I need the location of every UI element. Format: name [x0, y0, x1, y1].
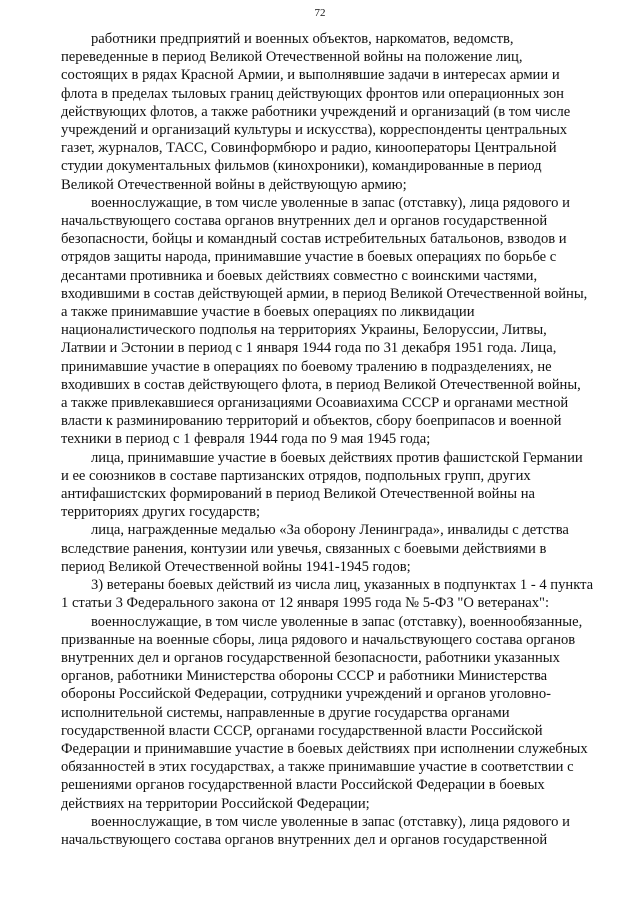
text-line: учреждений и организаций культуры и искусства), корреспонденты центральных — [61, 122, 568, 139]
text-line: органов, работники Министерства обороны СССР и работники Министерства — [61, 668, 548, 685]
text-line: состоящих в рядах Красной Армии, и выполнявшие задачи в интересах армии и — [61, 67, 560, 84]
text-line: а также принимавшие участие в боевых операциях по ликвидации — [61, 304, 475, 321]
text-line: 3) ветераны боевых действий из числа лиц, указанных в подпунктах 1 - 4 пункта — [91, 577, 594, 594]
text-line: действиях на территории Российской Федерации; — [61, 795, 370, 812]
paragraph — [61, 576, 611, 612]
text-line: отрядов защиты народа, принимавшие участие в боевых операциях по борьбе с — [61, 249, 557, 266]
text-line: государственной власти СССР, органами государственной власти Российской — [61, 722, 543, 739]
text-line: принимавшие участие в операциях по боевому тралению в подразделениях, не — [61, 358, 552, 375]
text-line: территориях других государств; — [61, 504, 261, 521]
text-line: Федерации и принимавшие участие в боевых действиях при исполнении служебных — [61, 740, 588, 757]
text-line: власти к разминированию территорий и объектов, сбору боеприпасов и военной — [61, 413, 562, 430]
text-line: призванные на военные сборы, лица рядового и начальствующего состава органов — [61, 631, 576, 648]
text-line: начальствующего состава органов внутренних дел и органов государственной — [61, 213, 548, 230]
text-line: военнослужащие, в том числе уволенные в запас (отставку), лица рядового и — [91, 813, 570, 830]
paragraph — [61, 30, 611, 194]
text-line: исполнительной системы, направленные в другие государства органами — [61, 704, 510, 721]
text-line: флота в пределах тыловых границ действующих фронтов или операционных зон — [61, 85, 564, 102]
paragraph — [61, 613, 611, 813]
text-line: десантами противника и боевых действиях совместно с воинскими частями, — [61, 267, 538, 284]
text-line: входивших в состав действующего флота, в период Великой Отечественной войны, — [61, 376, 581, 393]
text-line: обороны Российской Федерации, сотрудники учреждений и органов уголовно- — [61, 686, 551, 703]
text-line: переведенные в период Великой Отечественной войны на положение лиц, — [61, 49, 523, 66]
text-line: работники предприятий и военных объектов, наркоматов, ведомств, — [91, 31, 514, 47]
text-line: лица, принимавшие участие в боевых действиях против фашистской Германии — [91, 449, 583, 466]
text-line: период Великой Отечественной войны 1941-1945 годов; — [61, 558, 411, 575]
text-line: газет, журналов, ТАСС, Совинформбюро и радио, кинооператоры Центральной — [61, 140, 557, 157]
text-line: студии документальных фильмов (кинохроники), командированные в период — [61, 158, 542, 175]
text-line: входившими в состав действующей армии, в период Великой Отечественной войны, — [61, 285, 588, 302]
text-line: антифашистских формирований в период Великой Отечественной войны на — [61, 486, 535, 503]
text-line: решениями органов государственной власти Российской Федерации в боевых — [61, 777, 545, 794]
text-line: безопасности, бойцы и командный состав истребительных батальонов, взводов и — [61, 231, 567, 248]
text-line: начальствующего состава органов внутренних дел и органов государственной — [61, 831, 548, 848]
text-line: националистического подполья на территориях Украины, Белоруссии, Литвы, — [61, 322, 547, 339]
text-line: Великой Отечественной войны в действующую армию; — [61, 176, 407, 193]
paragraph — [61, 449, 611, 522]
text-line: техники в период с 1 февраля 1944 года по 9 мая 1945 года; — [61, 431, 431, 448]
text-line: внутренних дел и органов государственной безопасности, работники указанных — [61, 649, 560, 666]
text-line: военнослужащие, в том числе уволенные в запас (отставку), военнообязанные, — [91, 613, 583, 630]
text-line: Латвии и Эстонии в период с 1 января 1944 года по 31 декабря 1951 года. Лица, — [61, 340, 557, 357]
text-line: вследствие ранения, контузии или увечья, связанных с боевыми действиями в — [61, 540, 547, 557]
text-line: действующих флотов, а также работники учреждений и организаций (в том числе — [61, 103, 571, 120]
paragraph — [61, 521, 611, 576]
paragraph — [61, 194, 611, 449]
page-number: 72 — [314, 7, 326, 19]
text-line: лица, награжденные медалью «За оборону Ленинграда», инвалиды с детства — [91, 522, 569, 539]
text-line: а также привлекавшиеся организациями Осоавиахима СССР и органами местной — [61, 395, 569, 412]
text-line: обязанностей в этих государствах, а также принимавшие участие в соответствии с — [61, 759, 574, 776]
paragraph — [61, 813, 611, 849]
text-line: и ее союзников в составе партизанских отрядов, подпольных групп, других — [61, 467, 531, 484]
text-line: 1 статьи 3 Федерального закона от 12 января 1995 года № 5-ФЗ "О ветеранах": — [61, 595, 550, 612]
document-body — [61, 30, 611, 849]
text-line: военнослужащие, в том числе уволенные в запас (отставку), лица рядового и — [91, 194, 570, 211]
